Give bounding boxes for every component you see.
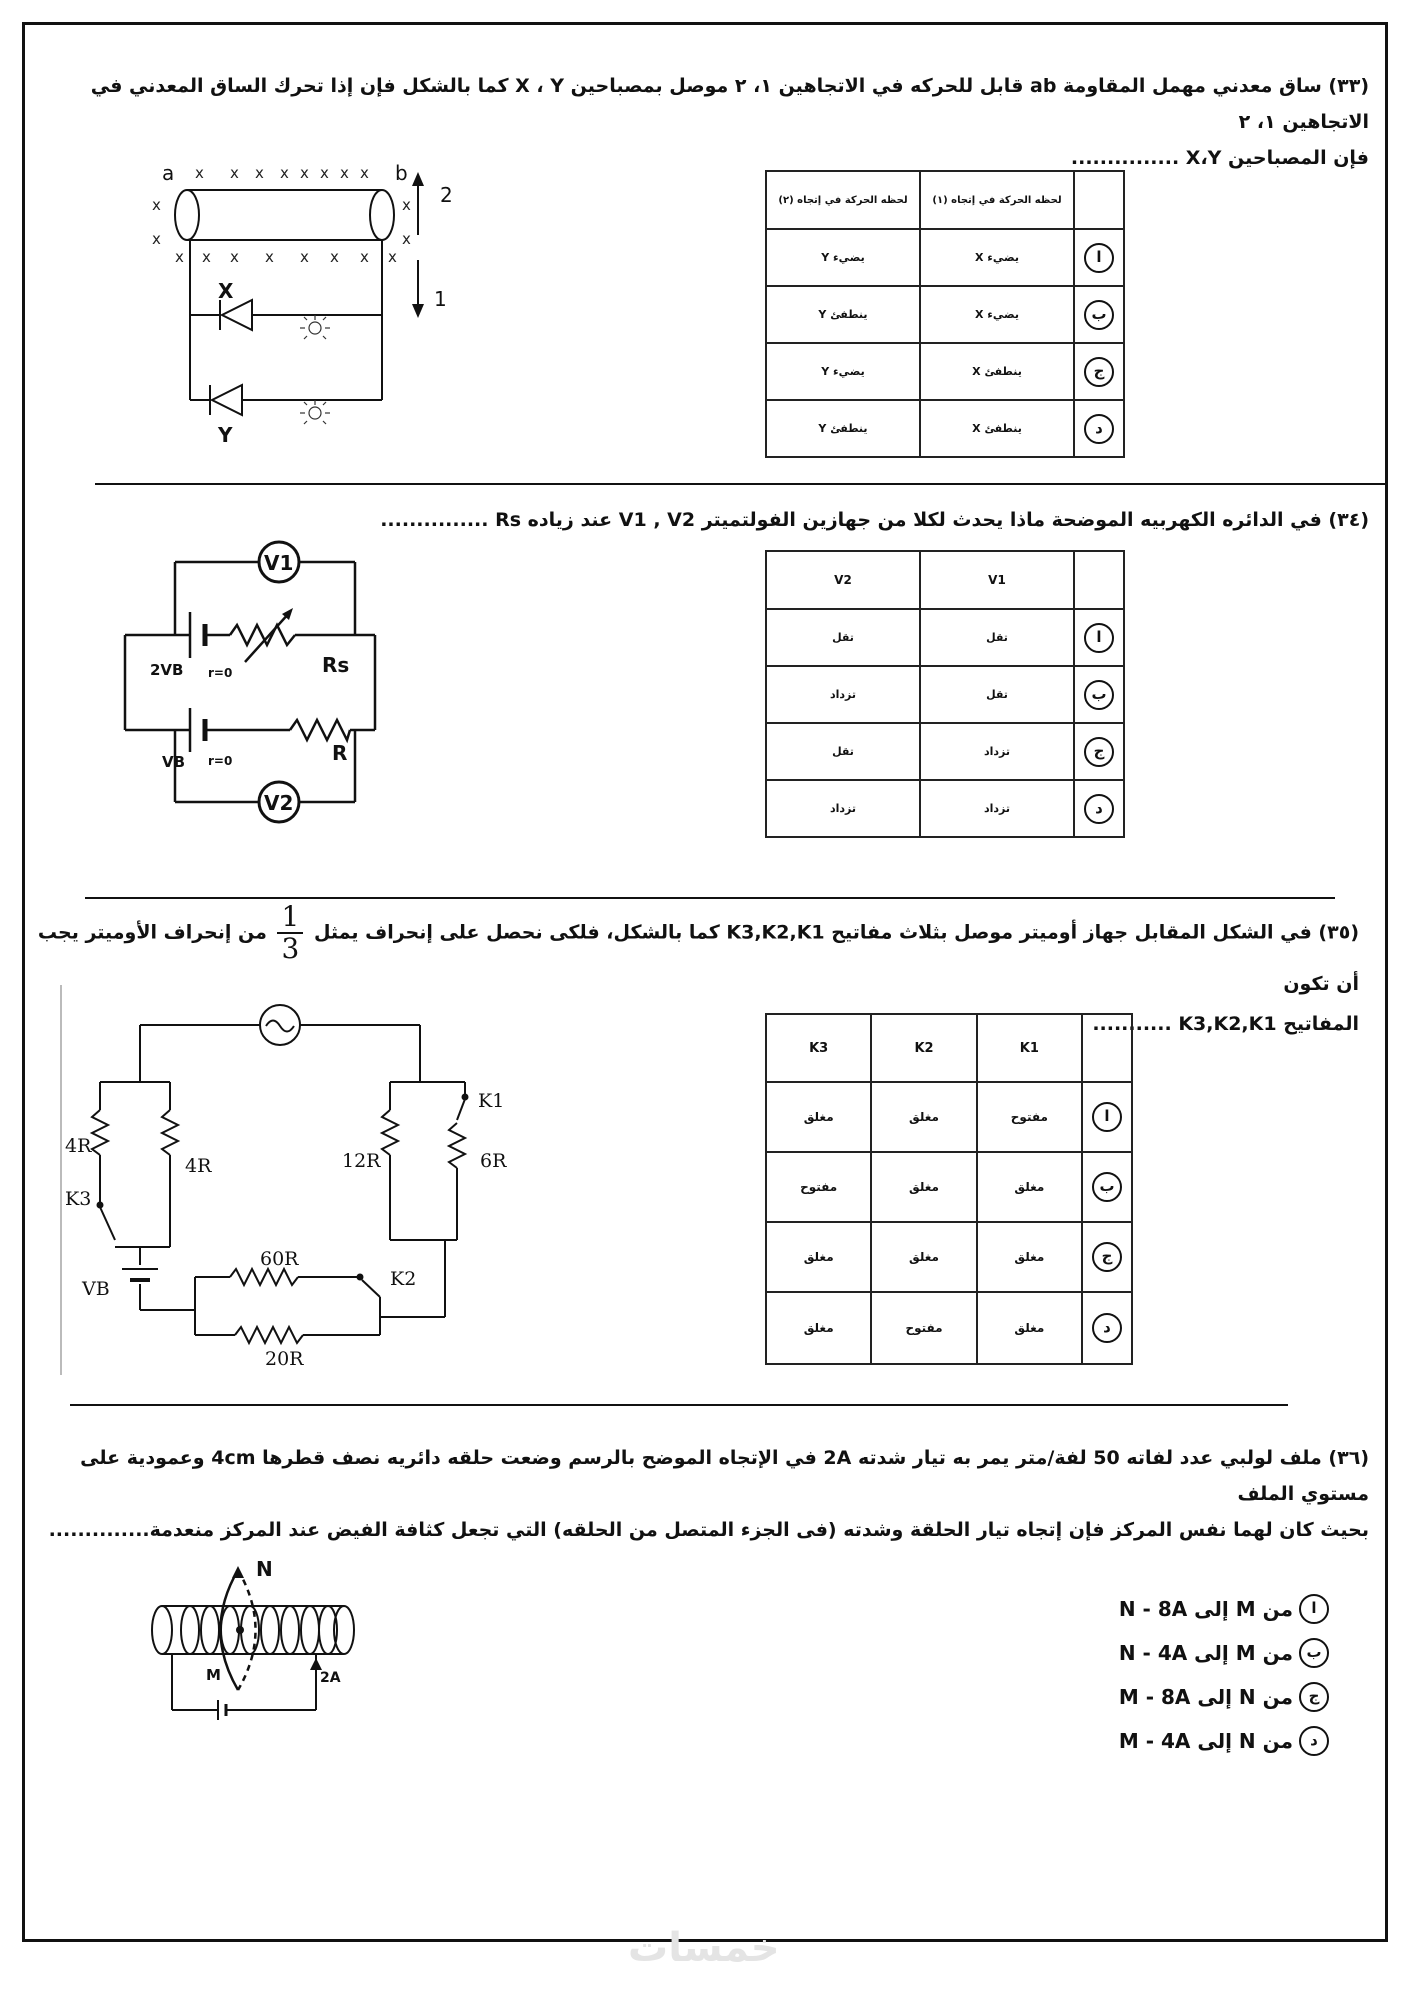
resistor-6r xyxy=(449,1123,465,1168)
q35-header-k1: K1 xyxy=(977,1014,1082,1082)
resistor-12r xyxy=(382,1110,398,1155)
option-letter: ب xyxy=(1092,1172,1122,1202)
q35-options-table xyxy=(765,1013,1133,1365)
table-cell: مغلق xyxy=(766,1222,871,1292)
label-v2: V2 xyxy=(264,791,294,815)
q35-line2: المفاتيح K3,K2,K1 ........... xyxy=(1092,1013,1359,1035)
cross-mark: x xyxy=(330,248,339,266)
q35-text-part1: (٣٥) في الشكل المقابل جهاز أوميتر موصل بثلاث مفاتيح K3,K2,K1 كما بالشكل، فلكى نحصل على إنحراف يمثل xyxy=(313,921,1359,944)
cross-mark: x xyxy=(402,196,411,214)
option-row-a[interactable] xyxy=(766,1082,1132,1152)
label-6r: 6R xyxy=(480,1150,507,1172)
separator xyxy=(85,897,1335,899)
label-k2: K2 xyxy=(390,1268,417,1290)
loop-center-dot xyxy=(236,1626,244,1634)
switch-k2 xyxy=(362,1280,380,1297)
option-row-c[interactable] xyxy=(766,1222,1132,1292)
label-20r: 20R xyxy=(265,1348,304,1370)
cross-mark: x xyxy=(360,248,369,266)
rod-end-b xyxy=(370,190,394,240)
label-4r-left: 4R xyxy=(65,1135,92,1157)
label-Y: Y xyxy=(218,423,233,447)
q36-line2: بحيث كان لهما نفس المركز فإن إتجاه تيار الحلقة وشدته (فى الجزء المتصل من الحلقه) التي تجعل كثافة الفيض عند المركز منعدمة.............. xyxy=(48,1519,1369,1541)
label-emf2: VB xyxy=(162,753,186,771)
cross-mark: x xyxy=(255,164,264,182)
option-row-b[interactable] xyxy=(766,1152,1132,1222)
cross-mark: x xyxy=(152,230,161,248)
q36-line1: (٣٦) ملف لولبي عدد لفاته 50 لفة/متر يمر به تيار شدته 2A في الإتجاه الموضح بالرسم وضعت حلقه دائريه نصف قطرها 4cm وعمودية على مستوي الملف xyxy=(80,1447,1369,1505)
option-letter: ا xyxy=(1084,243,1114,273)
option-letter: ب xyxy=(1299,1638,1329,1668)
table-cell: يضيء Y xyxy=(766,343,920,400)
table-cell: ينطفئ X xyxy=(920,343,1074,400)
cross-mark: x xyxy=(152,196,161,214)
resistor-r xyxy=(290,720,350,740)
q35-line1 xyxy=(29,902,1359,1004)
label-a: a xyxy=(162,161,175,185)
option-letter: ج xyxy=(1084,737,1114,767)
q34-options-table xyxy=(765,550,1125,838)
q36-diagram xyxy=(148,1557,388,1770)
q35-header-k3: K3 xyxy=(766,1014,871,1082)
table-cell: ينطفئ X xyxy=(920,400,1074,457)
separator xyxy=(95,483,1385,485)
option-row-d[interactable] xyxy=(766,400,1124,457)
table-cell: تزداد xyxy=(766,780,920,837)
table-cell: مغلق xyxy=(977,1222,1082,1292)
table-cell: مغلق xyxy=(871,1152,976,1222)
cross-mark: x xyxy=(300,164,309,182)
label-r2: r=0 xyxy=(208,754,233,768)
table-cell: تزداد xyxy=(920,780,1074,837)
table-cell: يضيء Y xyxy=(766,229,920,286)
table-cell: ينطفئ Y xyxy=(766,400,920,457)
resistor-20r xyxy=(235,1327,303,1343)
cross-mark: x xyxy=(230,164,239,182)
resistor-60r xyxy=(230,1269,298,1285)
label-dir2: 2 xyxy=(440,183,453,207)
cross-mark: x xyxy=(280,164,289,182)
q33-header-1: لحظه الحركة في إتجاه (١) xyxy=(920,171,1074,229)
table-cell: مغلق xyxy=(766,1082,871,1152)
option-letter: ا xyxy=(1299,1594,1329,1624)
option-row-c[interactable] xyxy=(766,343,1124,400)
watermark: خمسات xyxy=(628,1925,780,1971)
q35-text-part2: من إنحراف الأوميتر يجب أن تكون xyxy=(37,921,1359,995)
q33-options-table xyxy=(765,170,1125,458)
label-dir1: 1 xyxy=(434,287,447,311)
label-b: b xyxy=(395,161,408,185)
cross-mark: x xyxy=(320,164,329,182)
q33-line2: فإن المصباحين X،Y ............... xyxy=(1070,147,1369,169)
q33-header-2: لحظه الحركة في إتجاه (٢) xyxy=(766,171,920,229)
table-cell: مفتوح xyxy=(766,1152,871,1222)
table-cell: مغلق xyxy=(871,1082,976,1152)
separator xyxy=(70,1404,1288,1406)
option-row-d[interactable] xyxy=(766,780,1124,837)
answer-option-d[interactable] xyxy=(1029,1719,1329,1763)
diode-y xyxy=(212,385,242,415)
answer-text: من N إلى M - 4A xyxy=(1118,1729,1293,1753)
option-row-a[interactable] xyxy=(766,229,1124,286)
option-letter: ا xyxy=(1092,1102,1122,1132)
fraction-one-third xyxy=(277,902,303,964)
answer-option-a[interactable] xyxy=(1029,1587,1329,1631)
cross-mark: x xyxy=(230,248,239,266)
cross-mark: x xyxy=(265,248,274,266)
fraction-denominator: 3 xyxy=(281,932,300,965)
table-cell: يضيء X xyxy=(920,229,1074,286)
diode-x xyxy=(222,300,252,330)
label-12r: 12R xyxy=(342,1150,381,1172)
table-cell: مفتوح xyxy=(977,1082,1082,1152)
label-m: M xyxy=(206,1666,221,1684)
option-row-c[interactable] xyxy=(766,723,1124,780)
label-k1: K1 xyxy=(478,1090,505,1112)
cross-mark: x xyxy=(402,230,411,248)
cross-mark: x xyxy=(388,248,397,266)
q34-header-v1: V1 xyxy=(920,551,1074,609)
option-letter: ج xyxy=(1092,1242,1122,1272)
label-current: 2A xyxy=(320,1670,341,1686)
option-letter: د xyxy=(1092,1313,1122,1343)
option-row-a[interactable] xyxy=(766,609,1124,666)
lamp-x-icon xyxy=(300,315,330,339)
option-letter: ا xyxy=(1084,623,1114,653)
answer-text: من N إلى M - 8A xyxy=(1118,1685,1293,1709)
lamp-y-icon xyxy=(300,400,330,424)
label-r: R xyxy=(332,741,348,765)
q34-header-v2: V2 xyxy=(766,551,920,609)
table-cell: تزداد xyxy=(766,666,920,723)
q36-answers xyxy=(1029,1587,1329,1763)
cross-mark: x xyxy=(202,248,211,266)
label-n: N xyxy=(256,1557,273,1581)
q34-text: (٣٤) في الدائره الكهربيه الموضحة ماذا يحدث لكلا من جهازين الفولتميتر V1 , V2 عند زياده Rs ............... xyxy=(380,509,1369,531)
q35-header-k2: K2 xyxy=(871,1014,976,1082)
resistor-4r-right xyxy=(162,1110,178,1155)
option-letter: د xyxy=(1299,1726,1329,1756)
label-k3: K3 xyxy=(65,1188,92,1210)
table-cell: مغلق xyxy=(977,1292,1082,1364)
answer-option-c[interactable] xyxy=(1029,1675,1329,1719)
option-row-b[interactable] xyxy=(766,286,1124,343)
label-v1: V1 xyxy=(264,551,294,575)
label-60r: 60R xyxy=(260,1248,299,1270)
option-row-d[interactable] xyxy=(766,1292,1132,1364)
circular-loop xyxy=(221,1570,239,1690)
switch-k3 xyxy=(100,1207,115,1240)
option-letter: ج xyxy=(1299,1682,1329,1712)
option-row-b[interactable] xyxy=(766,666,1124,723)
q35-diagram xyxy=(60,995,507,1375)
resistor-4r-left xyxy=(92,1110,108,1155)
q33-diagram xyxy=(140,160,470,450)
table-cell: مغلق xyxy=(766,1292,871,1364)
answer-text: من M إلى N - 8A xyxy=(1118,1597,1293,1621)
cross-mark: x xyxy=(175,248,184,266)
label-vb: VB xyxy=(82,1278,110,1300)
switch-k1 xyxy=(457,1099,465,1120)
q33-line1: (٣٣) ساق معدني مهمل المقاومة ab قابل للحركه في الاتجاهين ١، ٢ موصل بمصباحين X ، Y كما بالشكل فإن إذا تحرك الساق المعدني في الاتجاهين ١، ٢ xyxy=(90,75,1369,133)
fraction-numerator: 1 xyxy=(277,902,303,934)
label-r1: r=0 xyxy=(208,666,233,680)
q36-text xyxy=(39,1440,1369,1548)
table-cell: تقل xyxy=(920,609,1074,666)
label-4r-right: 4R xyxy=(185,1155,212,1177)
q34-diagram xyxy=(120,550,410,820)
table-cell: مغلق xyxy=(977,1152,1082,1222)
option-letter: د xyxy=(1084,794,1114,824)
rod-end-a xyxy=(175,190,199,240)
cross-mark: x xyxy=(360,164,369,182)
option-letter: د xyxy=(1084,414,1114,444)
option-letter: ج xyxy=(1084,357,1114,387)
table-cell: تقل xyxy=(920,666,1074,723)
option-letter: ب xyxy=(1084,300,1114,330)
answer-option-b[interactable] xyxy=(1029,1631,1329,1675)
table-cell: مفتوح xyxy=(871,1292,976,1364)
table-cell: تزداد xyxy=(920,723,1074,780)
label-X: X xyxy=(218,279,234,303)
table-cell: مغلق xyxy=(871,1222,976,1292)
cross-mark: x xyxy=(195,164,204,182)
answer-text: من M إلى N - 4A xyxy=(1118,1641,1293,1665)
option-letter: ب xyxy=(1084,680,1114,710)
label-emf1: 2VB xyxy=(150,661,184,679)
table-cell: ينطفئ Y xyxy=(766,286,920,343)
table-cell: تقل xyxy=(766,609,920,666)
table-cell: يضيء X xyxy=(920,286,1074,343)
cross-mark: x xyxy=(340,164,349,182)
cross-mark: x xyxy=(300,248,309,266)
label-rs: Rs xyxy=(322,653,350,677)
table-cell: تقل xyxy=(766,723,920,780)
